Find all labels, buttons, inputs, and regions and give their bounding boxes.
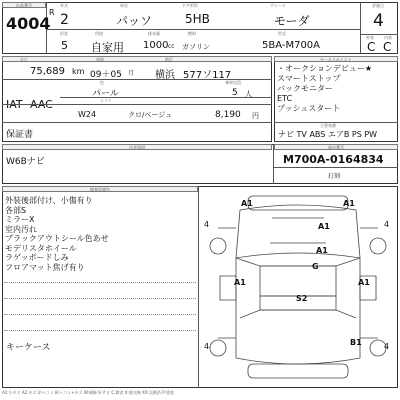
tire-mark-rear-left: 4 [204, 342, 210, 351]
chassis-header: 車台番号 [274, 144, 398, 150]
diagram-mark-g-windshield: G [312, 262, 319, 271]
mileage-unit: km [72, 67, 85, 76]
doors-label: ドア形状 [182, 3, 198, 8]
fuel-label: 燃料 [188, 31, 196, 36]
region-value: 横浜 [155, 70, 175, 81]
era-mark: R [49, 8, 55, 17]
inspector-note: ラゲッボードしみ [5, 253, 69, 262]
inspector-note: フロアマット焦げ有り [5, 262, 85, 272]
inspector-note: ブラックアウトシール色あせ [5, 234, 109, 243]
car-name: パッソ [116, 14, 153, 28]
shape-label: 形状 [60, 31, 68, 36]
fuel-value: ガソリン [182, 43, 210, 51]
inspection-label: 車検 [96, 57, 104, 62]
lot-no-header: 出品番号 [2, 2, 46, 8]
tire-icon [210, 238, 226, 254]
notes-value: W6Bナビ [6, 157, 45, 167]
displacement-label: 排気量 [148, 31, 160, 36]
sales-point: プッシュスタート [277, 104, 341, 113]
diagram-mark-b1-rear-right: B1 [350, 338, 362, 347]
sales-point: スマートストップ [277, 74, 341, 83]
model-code-value: 5BA-M700A [262, 40, 321, 51]
inspection-date: 09＋05 [90, 70, 122, 80]
diagram-mark-a1-roof: A1 [316, 246, 328, 255]
footer-legend: A1:小キズ A2:キズ U:ヘコミ B:ヘコミ+キズ W:補修 S:サビ C:腐食 X:要交換 XX:交換済 P:塗装 [2, 390, 174, 395]
equipment-label: 主要装備 [320, 123, 336, 128]
diagram-mark-a1-top-left: A1 [241, 199, 253, 208]
interior-label: 内装 [384, 35, 392, 40]
sales-point: ・オークションデビュー★ [277, 64, 373, 73]
sales-points-list [277, 64, 397, 114]
inspector-header: 検査員報告 [2, 186, 198, 192]
score-value: 4 [373, 11, 384, 31]
color-value: パール [92, 89, 119, 99]
region-label: 地区 [165, 57, 173, 62]
score-label: 評価点 [372, 3, 384, 8]
price-value: 8,190 [215, 110, 241, 120]
tire-mark-front-left: 4 [204, 220, 210, 229]
trim-value: クロ/ベージュ [128, 111, 173, 119]
tire-mark-front-right: 4 [384, 220, 390, 229]
notes-header: 注意事項 [2, 144, 272, 150]
use-value: 自家用 [91, 41, 124, 54]
shift-label: シフト [100, 98, 112, 103]
aircon: AAC [30, 98, 53, 111]
grade-value: モーダ [274, 14, 310, 28]
inspector-note: 室内汚れ [5, 224, 37, 234]
chassis-sub: 打刻 [328, 173, 341, 180]
chassis-number: M700A-0164834 [283, 153, 384, 166]
inspector-notes [5, 196, 195, 272]
exterior-grade: C [367, 40, 376, 54]
inspector-note: ミラーX [5, 215, 35, 224]
doors-type: 5HB [185, 12, 210, 26]
transmission: IAT [6, 98, 23, 111]
diagram-mark-s2-rear: S2 [296, 294, 308, 303]
color-label: 色 [100, 80, 104, 85]
interior-grade: C [383, 40, 392, 54]
sales-points-header: セールスポイント [274, 56, 398, 62]
inspection-suffix: 月 [128, 70, 135, 77]
inspector-note: 各部S [5, 205, 27, 215]
grade-label: グレード [270, 3, 286, 8]
use-label: 用途 [95, 31, 103, 36]
diagram-mark-a1-hood: A1 [318, 222, 330, 231]
model-code-label: 型式 [278, 31, 286, 36]
mileage-value: 75,689 [30, 66, 65, 77]
maker-label: 車名 [120, 3, 128, 8]
lot-number: 4004 [6, 14, 51, 33]
warranty: 保証書 [6, 130, 34, 140]
inspector-note: 外装後部付け、小傷有り [5, 196, 93, 205]
diagram-mark-a1-right-door: A1 [358, 278, 370, 287]
equipment-value: ナビ TV ABS エアB PS PW [278, 130, 378, 139]
bottom-note: キーケース [6, 343, 51, 353]
inspector-note: モデリスタホイール [5, 243, 77, 253]
tire-icon [370, 238, 386, 254]
capacity-label: 乗車定員 [225, 80, 241, 85]
price-unit: 円 [252, 112, 259, 120]
color-code: W24 [78, 110, 97, 119]
year-value: 2 [60, 12, 69, 28]
tire-icon [210, 340, 226, 356]
tire-mark-rear-right: 4 [384, 342, 390, 351]
capacity-value: 5 [232, 88, 238, 98]
sales-point: ETC [277, 94, 293, 103]
displacement-value: 1000 [143, 40, 169, 51]
year2-value: 5 [61, 39, 68, 52]
car-diagram [200, 188, 396, 386]
region-code: 577ソ117 [183, 70, 232, 81]
diagram-mark-a1-left-door: A1 [234, 278, 246, 287]
capacity-unit: 人 [245, 90, 252, 98]
sales-point: バックモニター [277, 84, 333, 93]
cc-unit: cc [168, 43, 175, 50]
diagram-mark-a1-top-right: A1 [343, 199, 355, 208]
mileage-label: 走行 [20, 57, 28, 62]
year-label: 年式 [60, 3, 68, 8]
exterior-label: 外装 [366, 35, 374, 40]
